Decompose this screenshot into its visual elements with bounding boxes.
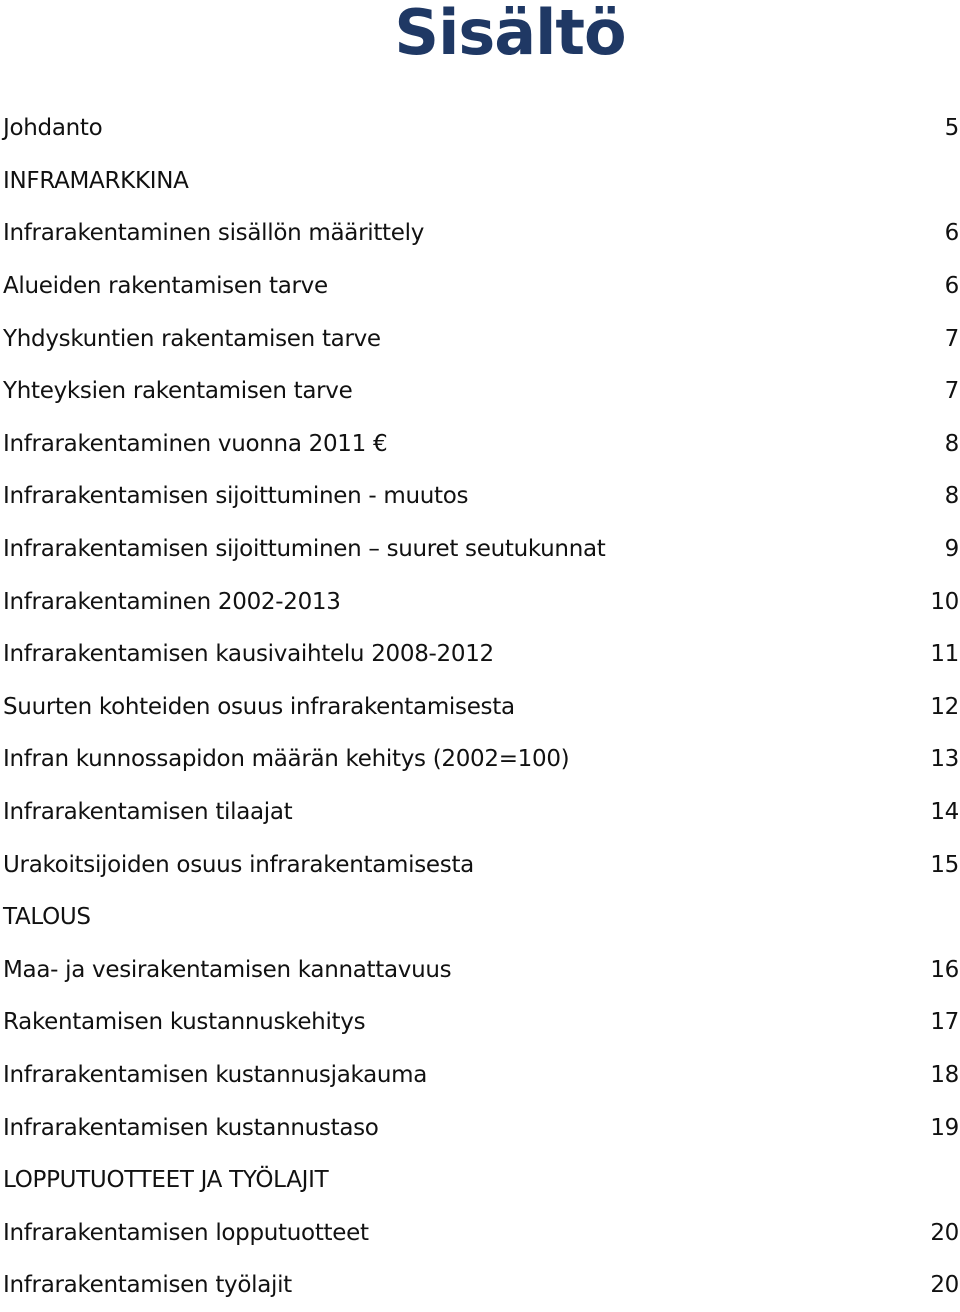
toc-entry-label: Infrarakentamisen kausivaihtelu 2008-2012 xyxy=(3,641,494,668)
toc-entry-page-number: 6 xyxy=(944,273,959,300)
toc-entry-page-number: 18 xyxy=(930,1061,959,1088)
toc-entry-label: Infrarakentaminen vuonna 2011 € xyxy=(3,430,388,457)
toc-entry-page-number: 14 xyxy=(930,799,959,826)
toc-entry-label: Maa- ja vesirakentamisen kannattavuus xyxy=(3,956,452,983)
toc-entry-page-number: 16 xyxy=(930,956,959,983)
toc-entry-label: Infrarakentamisen tilaajat xyxy=(3,799,293,826)
page-title: Sisältö xyxy=(394,0,626,69)
toc-entry[interactable] xyxy=(0,470,960,523)
toc-entry-page-number: 12 xyxy=(930,693,959,720)
toc-entry[interactable] xyxy=(0,1259,960,1312)
toc-entry-label: Infrarakentamisen sijoittuminen - muutos xyxy=(3,483,469,510)
toc-entry-label: Infrarakentaminen 2002-2013 xyxy=(3,588,341,615)
toc-entry[interactable] xyxy=(0,1049,960,1102)
toc-entry[interactable] xyxy=(0,260,960,313)
toc-entry-page-number: 7 xyxy=(944,378,959,405)
toc-entry-page-number: 6 xyxy=(944,220,959,247)
toc-entry-page-number: 20 xyxy=(930,1272,959,1299)
toc-entry-page-number: 7 xyxy=(944,325,959,352)
toc-entry[interactable] xyxy=(0,312,960,365)
toc-entry-page-number: 9 xyxy=(944,536,959,563)
toc-entry[interactable] xyxy=(0,786,960,839)
toc-entry-page-number: 5 xyxy=(944,115,959,142)
toc-entry[interactable] xyxy=(0,838,960,891)
toc-entry-label: LOPPUTUOTTEET JA TYÖLAJIT xyxy=(3,1167,329,1194)
toc-entry-label: Rakentamisen kustannuskehitys xyxy=(3,1009,366,1036)
toc-entry[interactable] xyxy=(0,1154,960,1207)
toc-entry-label: Infrarakentamisen kustannusjakauma xyxy=(3,1061,428,1088)
toc-entry[interactable] xyxy=(0,418,960,471)
toc-entry[interactable] xyxy=(0,1206,960,1259)
toc-entry[interactable] xyxy=(0,944,960,997)
toc-entry-page-number: 11 xyxy=(930,641,959,668)
toc-entry-label: Infrarakentamisen työlajit xyxy=(3,1272,292,1299)
toc-entry-label: Infrarakentamisen lopputuotteet xyxy=(3,1219,369,1246)
toc-entry[interactable] xyxy=(0,155,960,208)
toc-entry-label: Yhdyskuntien rakentamisen tarve xyxy=(3,325,381,352)
toc-entry-label: Infrarakentaminen sisällön määrittely xyxy=(3,220,425,247)
toc-entry[interactable] xyxy=(0,102,960,155)
table-of-contents xyxy=(0,102,960,1312)
toc-entry-page-number: 13 xyxy=(930,746,959,773)
toc-entry-label: Johdanto xyxy=(3,115,103,142)
toc-entry-page-number: 10 xyxy=(930,588,959,615)
toc-entry-label: Infrarakentamisen kustannustaso xyxy=(3,1114,379,1141)
toc-entry-page-number: 8 xyxy=(944,430,959,457)
toc-entry-page-number: 17 xyxy=(930,1009,959,1036)
toc-entry-page-number: 8 xyxy=(944,483,959,510)
toc-entry[interactable] xyxy=(0,523,960,576)
toc-entry-label: Urakoitsijoiden osuus infrarakentamisesta xyxy=(3,851,474,878)
toc-entry-label: Infrarakentamisen sijoittuminen – suuret seutukunnat xyxy=(3,536,606,563)
toc-entry-label: Alueiden rakentamisen tarve xyxy=(3,273,328,300)
toc-entry[interactable] xyxy=(0,891,960,944)
toc-entry-page-number: 15 xyxy=(930,851,959,878)
toc-entry-label: INFRAMARKKINA xyxy=(3,167,189,194)
toc-entry[interactable] xyxy=(0,628,960,681)
toc-entry-page-number: 19 xyxy=(930,1114,959,1141)
toc-entry[interactable] xyxy=(0,681,960,734)
toc-entry-label: Suurten kohteiden osuus infrarakentamisesta xyxy=(3,693,515,720)
toc-entry-label: TALOUS xyxy=(3,904,91,931)
toc-entry-label: Yhteyksien rakentamisen tarve xyxy=(3,378,353,405)
toc-entry[interactable] xyxy=(0,575,960,628)
toc-entry[interactable] xyxy=(0,996,960,1049)
toc-entry[interactable] xyxy=(0,207,960,260)
toc-entry-label: Infran kunnossapidon määrän kehitys (2002=100) xyxy=(3,746,570,773)
toc-entry-page-number: 20 xyxy=(930,1219,959,1246)
toc-entry[interactable] xyxy=(0,1101,960,1154)
toc-entry[interactable] xyxy=(0,733,960,786)
toc-entry[interactable] xyxy=(0,365,960,418)
